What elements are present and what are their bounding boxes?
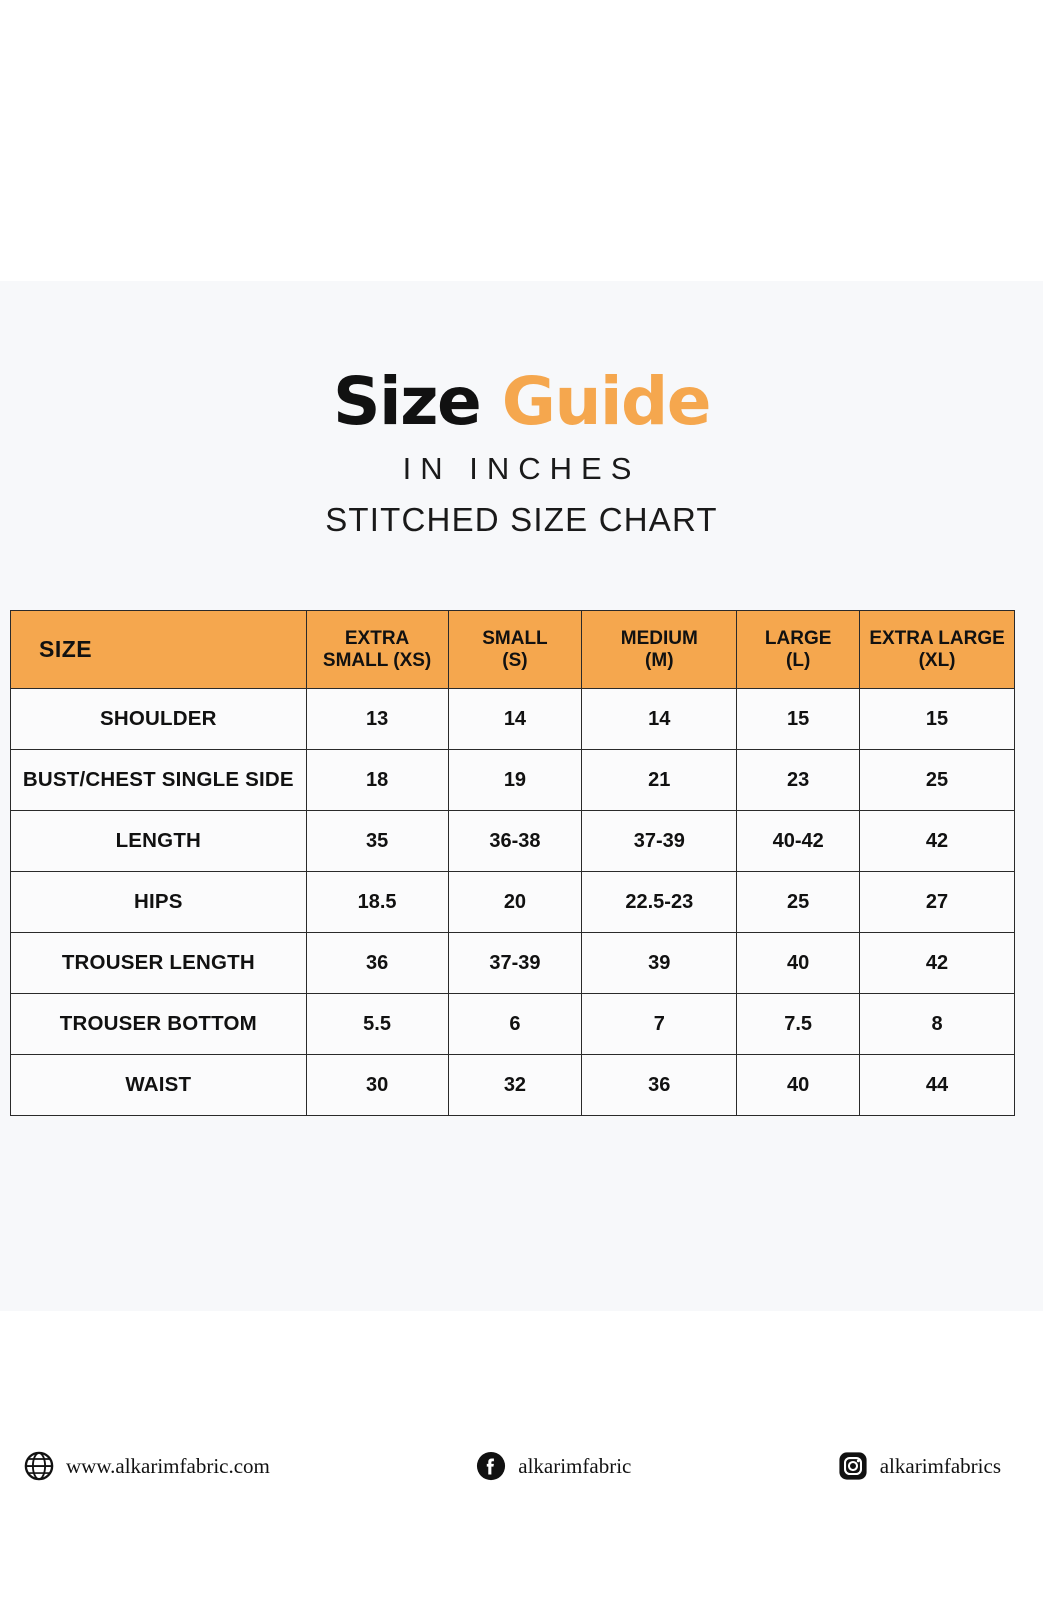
subtitle-units: IN INCHES: [402, 451, 641, 486]
cell-trouser-length-m: 39: [582, 933, 737, 994]
cell-waist-xl: 44: [860, 1055, 1015, 1116]
cell-bust-s: 19: [448, 750, 582, 811]
column-header-l-line2: (L): [786, 649, 811, 671]
cell-trouser-length-s: 37-39: [448, 933, 582, 994]
column-header-xs-line1: EXTRA: [344, 627, 410, 649]
cell-waist-l: 40: [737, 1055, 860, 1116]
cell-trouser-bottom-l: 7.5: [737, 994, 860, 1055]
table-row: [11, 750, 1015, 811]
cell-length-xl: 42: [860, 811, 1015, 872]
footer-website-text: www.alkarimfabric.com: [66, 1453, 270, 1478]
footer-facebook-text: alkarimfabric: [518, 1453, 632, 1478]
cell-hips-l: 25: [737, 872, 860, 933]
footer-contacts: [10, 1436, 1015, 1496]
row-label-length: LENGTH: [11, 811, 307, 872]
column-header-size-label: SIZE: [39, 636, 93, 663]
cell-trouser-length-xl: 42: [860, 933, 1015, 994]
page-title: [0, 363, 1043, 440]
cell-waist-m: 36: [582, 1055, 737, 1116]
cell-length-xs: 35: [306, 811, 448, 872]
row-label-bust-chest: BUST/CHEST SINGLE SIDE: [11, 750, 307, 811]
table-body: [11, 689, 1015, 1116]
row-label-trouser-bottom: TROUSER BOTTOM: [11, 994, 307, 1055]
table-row: [11, 933, 1015, 994]
cell-bust-l: 23: [737, 750, 860, 811]
cell-trouser-length-l: 40: [737, 933, 860, 994]
column-header-s-line1: SMALL: [482, 627, 548, 649]
instagram-icon: [838, 1451, 868, 1481]
column-header-xs: [306, 611, 448, 689]
column-header-xl-line2: (XL): [918, 649, 956, 671]
cell-shoulder-l: 15: [737, 689, 860, 750]
cell-length-s: 36-38: [448, 811, 582, 872]
cell-shoulder-m: 14: [582, 689, 737, 750]
footer-instagram-text: alkarimfabrics: [879, 1453, 1001, 1478]
footer-website[interactable]: [24, 1451, 270, 1481]
cell-trouser-bottom-m: 7: [582, 994, 737, 1055]
column-header-l-line1: LARGE: [764, 627, 832, 649]
header-block: [0, 281, 1043, 539]
cell-hips-m: 22.5-23: [582, 872, 737, 933]
table-header: [11, 611, 1015, 689]
table-row: [11, 1055, 1015, 1116]
cell-hips-xs: 18.5: [306, 872, 448, 933]
size-guide-card: [0, 281, 1043, 1478]
size-chart-table: [10, 610, 1015, 1116]
cell-trouser-length-xs: 36: [306, 933, 448, 994]
title-part-size: Size: [332, 363, 481, 440]
column-header-m: [582, 611, 737, 689]
column-header-xl: [860, 611, 1015, 689]
row-label-waist: WAIST: [11, 1055, 307, 1116]
row-label-hips: HIPS: [11, 872, 307, 933]
cell-hips-xl: 27: [860, 872, 1015, 933]
cell-bust-xs: 18: [306, 750, 448, 811]
cell-length-l: 40-42: [737, 811, 860, 872]
cell-shoulder-xl: 15: [860, 689, 1015, 750]
footer-facebook[interactable]: [476, 1451, 631, 1481]
cell-bust-m: 21: [582, 750, 737, 811]
table-header-row: [11, 611, 1015, 689]
cell-waist-xs: 30: [306, 1055, 448, 1116]
cell-trouser-bottom-xs: 5.5: [306, 994, 448, 1055]
cell-shoulder-s: 14: [448, 689, 582, 750]
cell-shoulder-xs: 13: [306, 689, 448, 750]
cell-trouser-bottom-s: 6: [448, 994, 582, 1055]
cell-waist-s: 32: [448, 1055, 582, 1116]
column-header-s-line2: (S): [502, 649, 528, 671]
column-header-xs-line2: SMALL (XS): [322, 649, 432, 671]
table-row: [11, 872, 1015, 933]
cell-hips-s: 20: [448, 872, 582, 933]
title-part-guide: Guide: [501, 363, 711, 440]
column-header-m-line2: (M): [645, 649, 674, 671]
footer-instagram[interactable]: [838, 1451, 1001, 1481]
column-header-s: [448, 611, 582, 689]
globe-icon: [24, 1451, 54, 1481]
subtitle-chart-type: STITCHED SIZE CHART: [325, 501, 718, 538]
facebook-icon: [476, 1451, 506, 1481]
table-row: [11, 689, 1015, 750]
table-row: [11, 994, 1015, 1055]
row-label-trouser-length: TROUSER LENGTH: [11, 933, 307, 994]
column-header-m-line1: MEDIUM: [620, 627, 698, 649]
cell-bust-xl: 25: [860, 750, 1015, 811]
column-header-size: [11, 611, 307, 689]
table-row: [11, 811, 1015, 872]
cell-trouser-bottom-xl: 8: [860, 994, 1015, 1055]
column-header-l: [737, 611, 860, 689]
column-header-xl-line1: EXTRA LARGE: [869, 627, 1005, 649]
cell-length-m: 37-39: [582, 811, 737, 872]
row-label-shoulder: SHOULDER: [11, 689, 307, 750]
